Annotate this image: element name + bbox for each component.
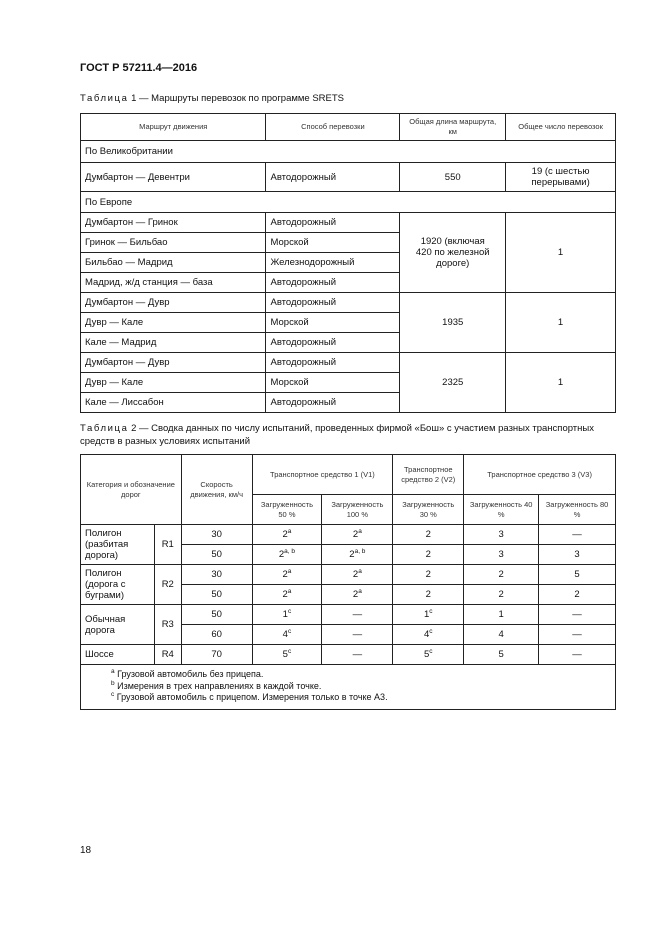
col-header-mode: Способ перевозки: [266, 114, 400, 141]
route-cell: Думбартон — Гринок: [81, 213, 266, 233]
routes-table: [80, 113, 616, 413]
v3-load80-cell: 3: [539, 545, 616, 565]
mode-cell: Морской: [266, 233, 400, 253]
footnotes-row: [81, 665, 616, 710]
v2-load30-cell: 1$^c$: [393, 605, 464, 625]
speed-cell: 60: [181, 625, 252, 645]
mode-cell: Морской: [266, 313, 400, 333]
v2-load30-cell: 2: [393, 585, 464, 605]
table-header-row: [81, 114, 616, 141]
mode-cell: Автодорожный: [266, 213, 400, 233]
footnote-ref: a: [287, 528, 292, 535]
route-cell: Кале — Лиссабон: [81, 393, 266, 413]
col-header-v2-load30: Загруженность 30 %: [393, 495, 464, 525]
footnote-a: $^a$ Грузовой автомобиль без прицепа.: [111, 668, 264, 679]
v3-load80-cell: —: [539, 605, 616, 625]
road-category-cell: Полигон (разбитая дорога): [81, 525, 155, 565]
v1-load100-cell: 2$^a$: [322, 565, 393, 585]
v2-load30-cell: 2: [393, 525, 464, 545]
road-code-cell: R4: [154, 645, 181, 665]
road-category-cell: Обычная дорога: [81, 605, 155, 645]
footnote-ref: c: [429, 628, 433, 635]
road-category-cell: Шоссе: [81, 645, 155, 665]
speed-cell: 70: [181, 645, 252, 665]
length-cell: 1935: [400, 293, 506, 353]
road-category-cell: Полигон (дорога с буграми): [81, 565, 155, 605]
v1-load50-cell: 5$^c$: [252, 645, 322, 665]
v3-load40-cell: 5: [464, 645, 539, 665]
road-code-cell: R3: [154, 605, 181, 645]
length-cell: 1920 (включая 420 по железной дороге): [400, 213, 506, 293]
route-cell: Думбартон — Дувр: [81, 293, 266, 313]
speed-cell: 50: [181, 605, 252, 625]
col-header-length: Общая длина маршрута, км: [400, 114, 506, 141]
v2-load30-cell: 2: [393, 565, 464, 585]
footnote-ref: c: [429, 608, 433, 615]
mode-cell: Морской: [266, 373, 400, 393]
v1-load100-cell: 2$^{a, b}$: [322, 545, 393, 565]
v3-load40-cell: 2: [464, 565, 539, 585]
count-cell: 19 (с шестью перерывами): [506, 163, 616, 192]
v1-load100-cell: 2$^a$: [322, 525, 393, 545]
table-row: [81, 525, 616, 545]
mode-cell: Автодорожный: [266, 353, 400, 373]
footnote-ref: a: [358, 588, 362, 595]
table-row: [81, 353, 616, 373]
v1-load50-cell: 1$^c$: [252, 605, 322, 625]
v3-load80-cell: —: [539, 625, 616, 645]
col-header-route: Маршрут движения: [81, 114, 266, 141]
footnote-ref: c: [429, 648, 433, 655]
v1-load50-cell: 2$^{a, b}$: [252, 545, 322, 565]
footnote-ref: a: [358, 568, 362, 575]
table-row: [81, 565, 616, 585]
footnote-ref: c: [287, 608, 292, 615]
col-header-v3: Транспортное средство 3 (V3): [464, 455, 616, 495]
col-header-speed: Скорость движения, км/ч: [181, 455, 252, 525]
route-cell: Гринок — Бильбао: [81, 233, 266, 253]
mode-cell: Автодорожный: [266, 393, 400, 413]
road-code-cell: R1: [154, 525, 181, 565]
footnote-ref: a: [358, 528, 362, 535]
footnote-ref: c: [287, 648, 292, 655]
route-cell: Думбартон — Дувр: [81, 353, 266, 373]
footnote-c: $^c$ Грузовой автомобиль с прицепом. Измерения только в точке А3.: [111, 691, 388, 702]
mode-cell: Автодорожный: [266, 273, 400, 293]
col-header-v1: Транспортное средство 1 (V1): [252, 455, 393, 495]
count-cell: 1: [506, 353, 616, 413]
table1-caption: Таблица 1 — Маршруты перевозок по программе SRETS: [80, 93, 345, 104]
speed-cell: 50: [181, 585, 252, 605]
section-uk: По Великобритании: [81, 141, 616, 163]
col-header-v2: Транспортное средство 2 (V2): [393, 455, 464, 495]
route-cell: Кале — Мадрид: [81, 333, 266, 353]
v3-load40-cell: 1: [464, 605, 539, 625]
table2-caption: Таблица 2 — Сводка данных по числу испытаний, проведенных фирмой «Бош» с участием разных транспортных средств в разных условиях испытаний: [80, 423, 594, 447]
section-europe: По Европе: [81, 192, 616, 213]
table-row: [81, 293, 616, 313]
v1-load100-cell: —: [322, 645, 393, 665]
mode-cell: Автодорожный: [266, 163, 400, 192]
footnote-ref: a: [287, 568, 292, 575]
v3-load80-cell: 2: [539, 585, 616, 605]
v2-load30-cell: 5$^c$: [393, 645, 464, 665]
v3-load40-cell: 3: [464, 545, 539, 565]
v3-load80-cell: —: [539, 645, 616, 665]
v3-load80-cell: 5: [539, 565, 616, 585]
table-row: [81, 605, 616, 625]
v1-load50-cell: 4$^c$: [252, 625, 322, 645]
col-header-category: Категория и обозначение дорог: [81, 455, 182, 525]
route-cell: Думбартон — Девентри: [81, 163, 266, 192]
route-cell: Бильбао — Мадрид: [81, 253, 266, 273]
road-code-cell: R2: [154, 565, 181, 605]
col-header-v3-load40: Загруженность 40 %: [464, 495, 539, 525]
col-header-v1-load50: Загруженность 50 %: [252, 495, 322, 525]
footnote-ref: a, b: [284, 548, 296, 555]
footnote-ref: a, b: [354, 548, 366, 555]
v1-load50-cell: 2$^a$: [252, 565, 322, 585]
v3-load80-cell: —: [539, 525, 616, 545]
v1-load100-cell: —: [322, 625, 393, 645]
v2-load30-cell: 4$^c$: [393, 625, 464, 645]
v3-load40-cell: 3: [464, 525, 539, 545]
length-cell: 2325: [400, 353, 506, 413]
route-cell: Мадрид, ж/д станция — база: [81, 273, 266, 293]
v1-load50-cell: 2$^a$: [252, 525, 322, 545]
footnote-ref: c: [287, 628, 292, 635]
page-number: 18: [80, 845, 92, 856]
speed-cell: 50: [181, 545, 252, 565]
mode-cell: Железнодорожный: [266, 253, 400, 273]
table-row: [81, 163, 616, 192]
table-row: [81, 213, 616, 233]
speed-cell: 30: [181, 565, 252, 585]
col-header-v1-load100: Загруженность 100 %: [322, 495, 393, 525]
v1-load100-cell: —: [322, 605, 393, 625]
col-header-v3-load80: Загруженность 80 %: [539, 495, 616, 525]
speed-cell: 30: [181, 525, 252, 545]
count-cell: 1: [506, 213, 616, 293]
table-row: [81, 645, 616, 665]
document-header: ГОСТ Р 57211.4—2016: [80, 62, 198, 74]
route-cell: Дувр — Кале: [81, 373, 266, 393]
footnote-ref: a: [287, 588, 292, 595]
v2-load30-cell: 2: [393, 545, 464, 565]
mode-cell: Автодорожный: [266, 333, 400, 353]
tests-table: [80, 454, 616, 710]
mode-cell: Автодорожный: [266, 293, 400, 313]
count-cell: 1: [506, 293, 616, 353]
table-header-row: [81, 455, 616, 495]
route-cell: Дувр — Кале: [81, 313, 266, 333]
v3-load40-cell: 4: [464, 625, 539, 645]
length-cell: 550: [400, 163, 506, 192]
col-header-count: Общее число перевозок: [506, 114, 616, 141]
v3-load40-cell: 2: [464, 585, 539, 605]
v1-load100-cell: 2$^a$: [322, 585, 393, 605]
v1-load50-cell: 2$^a$: [252, 585, 322, 605]
footnotes: [81, 665, 616, 710]
footnote-b: $^b$ Измерения в трех направлениях в каждой точке.: [111, 679, 322, 691]
